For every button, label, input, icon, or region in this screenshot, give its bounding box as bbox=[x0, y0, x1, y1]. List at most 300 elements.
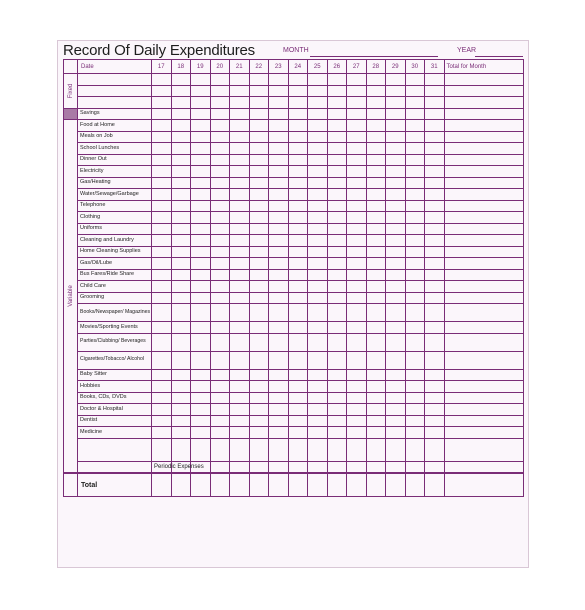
day-cell[interactable] bbox=[152, 131, 172, 143]
day-cell[interactable] bbox=[425, 235, 445, 247]
day-cell[interactable] bbox=[386, 212, 406, 224]
day-cell[interactable] bbox=[386, 177, 406, 189]
day-cell[interactable] bbox=[230, 292, 250, 304]
day-cell[interactable] bbox=[152, 258, 172, 270]
day-cell[interactable] bbox=[249, 108, 269, 120]
day-cell[interactable] bbox=[425, 304, 445, 322]
day-cell[interactable] bbox=[386, 189, 406, 201]
day-cell[interactable] bbox=[308, 281, 328, 293]
day-cell[interactable] bbox=[386, 351, 406, 369]
day-cell[interactable] bbox=[210, 85, 230, 97]
day-cell[interactable] bbox=[191, 392, 211, 404]
day-cell[interactable] bbox=[191, 143, 211, 155]
day-cell[interactable] bbox=[210, 415, 230, 427]
day-cell[interactable] bbox=[249, 166, 269, 178]
day-cell[interactable] bbox=[269, 246, 289, 258]
month-total-cell[interactable] bbox=[444, 392, 524, 404]
day-cell[interactable] bbox=[308, 381, 328, 393]
day-cell[interactable] bbox=[386, 246, 406, 258]
day-cell[interactable] bbox=[366, 369, 386, 381]
day-cell[interactable] bbox=[269, 85, 289, 97]
day-cell[interactable] bbox=[366, 258, 386, 270]
day-cell[interactable] bbox=[249, 304, 269, 322]
day-cell[interactable] bbox=[230, 85, 250, 97]
day-cell[interactable] bbox=[327, 438, 347, 461]
day-cell[interactable] bbox=[347, 381, 367, 393]
day-cell[interactable] bbox=[249, 461, 269, 473]
day-cell[interactable] bbox=[405, 235, 425, 247]
day-cell[interactable] bbox=[230, 120, 250, 132]
day-cell[interactable] bbox=[366, 143, 386, 155]
day-cell[interactable] bbox=[308, 212, 328, 224]
day-cell[interactable] bbox=[327, 461, 347, 473]
day-cell[interactable] bbox=[288, 369, 308, 381]
day-cell[interactable] bbox=[191, 177, 211, 189]
day-cell[interactable] bbox=[308, 304, 328, 322]
day-cell[interactable] bbox=[249, 392, 269, 404]
day-cell[interactable] bbox=[152, 304, 172, 322]
day-cell[interactable] bbox=[347, 473, 367, 497]
day-cell[interactable] bbox=[152, 85, 172, 97]
day-cell[interactable] bbox=[230, 427, 250, 439]
day-cell[interactable] bbox=[347, 369, 367, 381]
day-cell[interactable] bbox=[425, 415, 445, 427]
year-field[interactable] bbox=[475, 56, 523, 57]
day-cell[interactable] bbox=[327, 154, 347, 166]
day-cell[interactable] bbox=[386, 258, 406, 270]
day-cell[interactable] bbox=[366, 177, 386, 189]
day-cell[interactable] bbox=[249, 427, 269, 439]
day-cell[interactable] bbox=[308, 235, 328, 247]
day-cell[interactable] bbox=[191, 269, 211, 281]
month-total-cell[interactable] bbox=[444, 281, 524, 293]
fixed-category[interactable] bbox=[78, 74, 152, 86]
day-cell[interactable] bbox=[191, 369, 211, 381]
day-cell[interactable] bbox=[288, 212, 308, 224]
day-cell[interactable] bbox=[210, 131, 230, 143]
day-cell[interactable] bbox=[249, 74, 269, 86]
day-cell[interactable] bbox=[366, 461, 386, 473]
fixed-category[interactable] bbox=[78, 97, 152, 109]
month-field[interactable] bbox=[310, 56, 438, 57]
day-cell[interactable] bbox=[347, 85, 367, 97]
day-cell[interactable] bbox=[347, 438, 367, 461]
month-total-cell[interactable] bbox=[444, 85, 524, 97]
day-cell[interactable] bbox=[191, 74, 211, 86]
day-cell[interactable] bbox=[308, 223, 328, 235]
day-cell[interactable] bbox=[425, 269, 445, 281]
day-cell[interactable] bbox=[386, 97, 406, 109]
day-cell[interactable] bbox=[152, 177, 172, 189]
day-cell[interactable] bbox=[171, 108, 191, 120]
day-cell[interactable] bbox=[405, 212, 425, 224]
day-cell[interactable] bbox=[308, 415, 328, 427]
day-cell[interactable] bbox=[327, 166, 347, 178]
day-cell[interactable] bbox=[366, 166, 386, 178]
day-cell[interactable] bbox=[171, 200, 191, 212]
day-cell[interactable] bbox=[386, 108, 406, 120]
day-cell[interactable] bbox=[152, 438, 172, 461]
day-cell[interactable] bbox=[210, 97, 230, 109]
day-cell[interactable] bbox=[152, 166, 172, 178]
day-cell[interactable] bbox=[171, 473, 191, 497]
day-cell[interactable] bbox=[210, 177, 230, 189]
month-total-cell[interactable] bbox=[444, 322, 524, 334]
day-cell[interactable] bbox=[405, 269, 425, 281]
day-cell[interactable] bbox=[405, 258, 425, 270]
day-cell[interactable] bbox=[288, 74, 308, 86]
day-cell[interactable] bbox=[405, 473, 425, 497]
day-cell[interactable] bbox=[249, 333, 269, 351]
day-cell[interactable] bbox=[288, 131, 308, 143]
day-cell[interactable] bbox=[249, 212, 269, 224]
day-cell[interactable] bbox=[405, 108, 425, 120]
day-cell[interactable] bbox=[366, 97, 386, 109]
day-cell[interactable] bbox=[210, 438, 230, 461]
day-cell[interactable] bbox=[230, 304, 250, 322]
day-cell[interactable] bbox=[191, 322, 211, 334]
day-cell[interactable] bbox=[269, 369, 289, 381]
day-cell[interactable] bbox=[191, 189, 211, 201]
day-cell[interactable] bbox=[249, 473, 269, 497]
day-cell[interactable] bbox=[347, 258, 367, 270]
month-total-cell[interactable] bbox=[444, 212, 524, 224]
day-cell[interactable] bbox=[347, 304, 367, 322]
day-cell[interactable] bbox=[405, 381, 425, 393]
blank-category[interactable] bbox=[78, 438, 152, 461]
day-cell[interactable] bbox=[171, 97, 191, 109]
day-cell[interactable] bbox=[308, 131, 328, 143]
day-cell[interactable] bbox=[386, 120, 406, 132]
day-cell[interactable] bbox=[386, 392, 406, 404]
month-total-cell[interactable] bbox=[444, 473, 524, 497]
day-cell[interactable] bbox=[210, 281, 230, 293]
day-cell[interactable] bbox=[405, 392, 425, 404]
day-cell[interactable] bbox=[308, 438, 328, 461]
day-cell[interactable] bbox=[386, 381, 406, 393]
day-cell[interactable] bbox=[210, 246, 230, 258]
day-cell[interactable] bbox=[386, 85, 406, 97]
day-cell[interactable] bbox=[347, 212, 367, 224]
day-cell[interactable] bbox=[249, 281, 269, 293]
day-cell[interactable] bbox=[171, 369, 191, 381]
day-cell[interactable] bbox=[152, 120, 172, 132]
day-cell[interactable] bbox=[308, 404, 328, 416]
day-cell[interactable] bbox=[366, 392, 386, 404]
day-cell[interactable] bbox=[288, 473, 308, 497]
day-cell[interactable] bbox=[425, 177, 445, 189]
day-cell[interactable] bbox=[288, 177, 308, 189]
day-cell[interactable] bbox=[288, 258, 308, 270]
day-cell[interactable] bbox=[327, 415, 347, 427]
day-cell[interactable] bbox=[425, 322, 445, 334]
day-cell[interactable] bbox=[366, 404, 386, 416]
day-cell[interactable] bbox=[269, 200, 289, 212]
day-cell[interactable] bbox=[327, 333, 347, 351]
month-total-cell[interactable] bbox=[444, 369, 524, 381]
day-cell[interactable] bbox=[210, 404, 230, 416]
day-cell[interactable] bbox=[152, 154, 172, 166]
day-cell[interactable] bbox=[249, 85, 269, 97]
day-cell[interactable] bbox=[425, 333, 445, 351]
day-cell[interactable] bbox=[288, 415, 308, 427]
day-cell[interactable] bbox=[249, 369, 269, 381]
day-cell[interactable] bbox=[308, 108, 328, 120]
day-cell[interactable] bbox=[366, 223, 386, 235]
day-cell[interactable] bbox=[366, 235, 386, 247]
day-cell[interactable] bbox=[308, 189, 328, 201]
day-cell[interactable] bbox=[210, 235, 230, 247]
day-cell[interactable] bbox=[191, 108, 211, 120]
day-cell[interactable] bbox=[210, 74, 230, 86]
day-cell[interactable] bbox=[347, 404, 367, 416]
day-cell[interactable] bbox=[269, 438, 289, 461]
day-cell[interactable] bbox=[230, 97, 250, 109]
day-cell[interactable] bbox=[405, 427, 425, 439]
day-cell[interactable] bbox=[386, 427, 406, 439]
day-cell[interactable] bbox=[327, 223, 347, 235]
day-cell[interactable] bbox=[191, 200, 211, 212]
day-cell[interactable] bbox=[230, 461, 250, 473]
day-cell[interactable] bbox=[405, 120, 425, 132]
day-cell[interactable] bbox=[347, 223, 367, 235]
day-cell[interactable] bbox=[405, 281, 425, 293]
month-total-cell[interactable] bbox=[444, 381, 524, 393]
day-cell[interactable] bbox=[327, 292, 347, 304]
month-total-cell[interactable] bbox=[444, 415, 524, 427]
day-cell[interactable] bbox=[210, 154, 230, 166]
day-cell[interactable] bbox=[152, 200, 172, 212]
month-total-cell[interactable] bbox=[444, 304, 524, 322]
day-cell[interactable] bbox=[288, 392, 308, 404]
day-cell[interactable] bbox=[269, 381, 289, 393]
day-cell[interactable] bbox=[191, 281, 211, 293]
day-cell[interactable] bbox=[171, 166, 191, 178]
day-cell[interactable] bbox=[210, 223, 230, 235]
day-cell[interactable] bbox=[230, 438, 250, 461]
day-cell[interactable] bbox=[288, 351, 308, 369]
day-cell[interactable] bbox=[171, 292, 191, 304]
day-cell[interactable] bbox=[366, 154, 386, 166]
day-cell[interactable] bbox=[347, 322, 367, 334]
day-cell[interactable] bbox=[191, 258, 211, 270]
day-cell[interactable] bbox=[405, 246, 425, 258]
day-cell[interactable] bbox=[152, 269, 172, 281]
month-total-cell[interactable] bbox=[444, 427, 524, 439]
day-cell[interactable] bbox=[269, 281, 289, 293]
month-total-cell[interactable] bbox=[444, 438, 524, 461]
day-cell[interactable] bbox=[269, 166, 289, 178]
day-cell[interactable] bbox=[269, 74, 289, 86]
day-cell[interactable] bbox=[230, 415, 250, 427]
day-cell[interactable] bbox=[308, 427, 328, 439]
day-cell[interactable] bbox=[405, 143, 425, 155]
day-cell[interactable] bbox=[308, 246, 328, 258]
day-cell[interactable] bbox=[425, 166, 445, 178]
day-cell[interactable] bbox=[171, 74, 191, 86]
day-cell[interactable] bbox=[386, 292, 406, 304]
day-cell[interactable] bbox=[171, 333, 191, 351]
month-total-cell[interactable] bbox=[444, 120, 524, 132]
day-cell[interactable] bbox=[191, 154, 211, 166]
day-cell[interactable] bbox=[152, 235, 172, 247]
day-cell[interactable] bbox=[327, 392, 347, 404]
day-cell[interactable] bbox=[210, 333, 230, 351]
day-cell[interactable] bbox=[230, 369, 250, 381]
day-cell[interactable] bbox=[386, 415, 406, 427]
day-cell[interactable] bbox=[405, 200, 425, 212]
day-cell[interactable] bbox=[308, 322, 328, 334]
day-cell[interactable] bbox=[171, 351, 191, 369]
day-cell[interactable] bbox=[425, 246, 445, 258]
day-cell[interactable] bbox=[152, 392, 172, 404]
day-cell[interactable] bbox=[171, 415, 191, 427]
day-cell[interactable] bbox=[210, 369, 230, 381]
day-cell[interactable] bbox=[269, 333, 289, 351]
day-cell[interactable] bbox=[171, 258, 191, 270]
day-cell[interactable] bbox=[366, 438, 386, 461]
day-cell[interactable] bbox=[425, 473, 445, 497]
day-cell[interactable] bbox=[386, 235, 406, 247]
day-cell[interactable] bbox=[230, 223, 250, 235]
day-cell[interactable] bbox=[171, 304, 191, 322]
day-cell[interactable] bbox=[171, 392, 191, 404]
day-cell[interactable] bbox=[327, 177, 347, 189]
day-cell[interactable] bbox=[425, 74, 445, 86]
day-cell[interactable] bbox=[327, 369, 347, 381]
day-cell[interactable] bbox=[249, 351, 269, 369]
day-cell[interactable] bbox=[269, 258, 289, 270]
month-total-cell[interactable] bbox=[444, 292, 524, 304]
day-cell[interactable] bbox=[327, 200, 347, 212]
day-cell[interactable] bbox=[425, 258, 445, 270]
day-cell[interactable] bbox=[327, 304, 347, 322]
day-cell[interactable] bbox=[308, 292, 328, 304]
day-cell[interactable] bbox=[347, 74, 367, 86]
day-cell[interactable] bbox=[386, 154, 406, 166]
day-cell[interactable] bbox=[269, 143, 289, 155]
day-cell[interactable] bbox=[171, 281, 191, 293]
day-cell[interactable] bbox=[288, 292, 308, 304]
day-cell[interactable] bbox=[386, 473, 406, 497]
day-cell[interactable] bbox=[288, 427, 308, 439]
day-cell[interactable] bbox=[191, 333, 211, 351]
day-cell[interactable] bbox=[191, 97, 211, 109]
day-cell[interactable] bbox=[366, 473, 386, 497]
day-cell[interactable] bbox=[386, 369, 406, 381]
day-cell[interactable] bbox=[210, 461, 230, 473]
day-cell[interactable] bbox=[269, 322, 289, 334]
day-cell[interactable] bbox=[347, 108, 367, 120]
day-cell[interactable] bbox=[405, 369, 425, 381]
day-cell[interactable] bbox=[288, 108, 308, 120]
day-cell[interactable] bbox=[249, 143, 269, 155]
day-cell[interactable] bbox=[405, 322, 425, 334]
day-cell[interactable] bbox=[288, 281, 308, 293]
day-cell[interactable] bbox=[327, 246, 347, 258]
day-cell[interactable] bbox=[366, 189, 386, 201]
day-cell[interactable] bbox=[308, 166, 328, 178]
day-cell[interactable] bbox=[230, 392, 250, 404]
day-cell[interactable] bbox=[210, 143, 230, 155]
day-cell[interactable] bbox=[230, 154, 250, 166]
month-total-cell[interactable] bbox=[444, 333, 524, 351]
day-cell[interactable] bbox=[249, 189, 269, 201]
day-cell[interactable] bbox=[230, 281, 250, 293]
day-cell[interactable] bbox=[405, 97, 425, 109]
day-cell[interactable] bbox=[269, 223, 289, 235]
day-cell[interactable] bbox=[269, 108, 289, 120]
day-cell[interactable] bbox=[210, 351, 230, 369]
day-cell[interactable] bbox=[308, 177, 328, 189]
day-cell[interactable] bbox=[152, 415, 172, 427]
day-cell[interactable] bbox=[288, 322, 308, 334]
day-cell[interactable] bbox=[269, 304, 289, 322]
day-cell[interactable] bbox=[366, 120, 386, 132]
day-cell[interactable] bbox=[347, 143, 367, 155]
day-cell[interactable] bbox=[425, 108, 445, 120]
month-total-cell[interactable] bbox=[444, 223, 524, 235]
day-cell[interactable] bbox=[386, 74, 406, 86]
day-cell[interactable] bbox=[347, 97, 367, 109]
day-cell[interactable] bbox=[269, 427, 289, 439]
day-cell[interactable] bbox=[171, 120, 191, 132]
day-cell[interactable] bbox=[171, 404, 191, 416]
day-cell[interactable] bbox=[366, 131, 386, 143]
day-cell[interactable] bbox=[230, 212, 250, 224]
month-total-cell[interactable] bbox=[444, 131, 524, 143]
day-cell[interactable] bbox=[152, 74, 172, 86]
day-cell[interactable] bbox=[288, 200, 308, 212]
day-cell[interactable] bbox=[152, 97, 172, 109]
day-cell[interactable] bbox=[386, 322, 406, 334]
day-cell[interactable] bbox=[347, 333, 367, 351]
day-cell[interactable] bbox=[308, 333, 328, 351]
day-cell[interactable] bbox=[171, 381, 191, 393]
day-cell[interactable] bbox=[366, 381, 386, 393]
day-cell[interactable] bbox=[249, 131, 269, 143]
day-cell[interactable] bbox=[347, 351, 367, 369]
day-cell[interactable] bbox=[327, 404, 347, 416]
day-cell[interactable] bbox=[308, 269, 328, 281]
day-cell[interactable] bbox=[405, 333, 425, 351]
day-cell[interactable] bbox=[152, 292, 172, 304]
day-cell[interactable] bbox=[152, 369, 172, 381]
day-cell[interactable] bbox=[249, 235, 269, 247]
day-cell[interactable] bbox=[386, 281, 406, 293]
day-cell[interactable] bbox=[191, 131, 211, 143]
day-cell[interactable] bbox=[386, 304, 406, 322]
day-cell[interactable] bbox=[191, 120, 211, 132]
day-cell[interactable] bbox=[366, 292, 386, 304]
day-cell[interactable] bbox=[171, 131, 191, 143]
day-cell[interactable] bbox=[425, 223, 445, 235]
day-cell[interactable] bbox=[249, 292, 269, 304]
day-cell[interactable] bbox=[386, 200, 406, 212]
day-cell[interactable] bbox=[288, 269, 308, 281]
day-cell[interactable] bbox=[366, 200, 386, 212]
day-cell[interactable] bbox=[230, 189, 250, 201]
day-cell[interactable] bbox=[171, 269, 191, 281]
day-cell[interactable] bbox=[288, 235, 308, 247]
day-cell[interactable] bbox=[327, 143, 347, 155]
day-cell[interactable] bbox=[327, 322, 347, 334]
day-cell[interactable] bbox=[308, 473, 328, 497]
day-cell[interactable] bbox=[191, 351, 211, 369]
day-cell[interactable] bbox=[230, 108, 250, 120]
day-cell[interactable] bbox=[230, 235, 250, 247]
day-cell[interactable] bbox=[269, 461, 289, 473]
